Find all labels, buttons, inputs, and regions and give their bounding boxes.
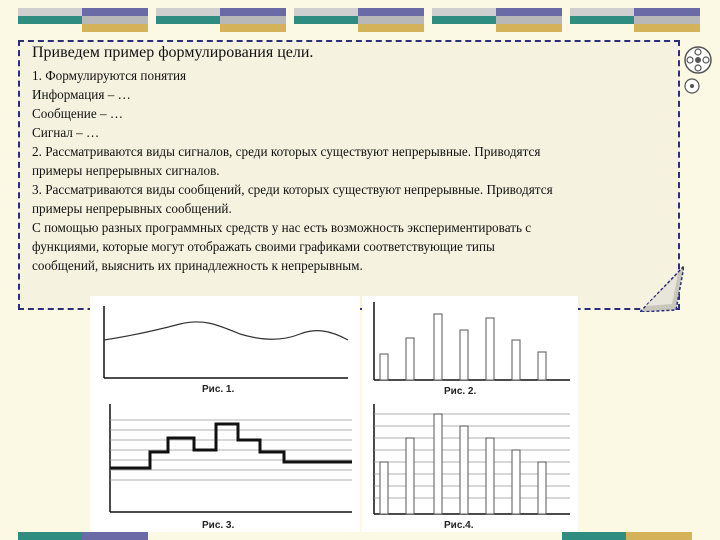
text-line: примеры непрерывных сообщений. [32, 201, 232, 216]
decorative-top-bar [0, 0, 720, 36]
figure-4-caption: Рис.4. [444, 520, 474, 531]
continuous-curve [104, 322, 348, 340]
figure-3-caption: Рис. 3. [202, 520, 235, 531]
decorative-block-4 [432, 8, 562, 32]
figure-4 [362, 400, 578, 532]
film-reel-icon [682, 44, 716, 96]
text-line: сообщений, выяснить их принадлежность к непрерывным. [32, 258, 363, 273]
bar [460, 330, 468, 380]
decorative-block-2 [156, 8, 286, 32]
figure-1 [90, 296, 360, 400]
bar [380, 462, 388, 514]
figure-2 [362, 296, 578, 400]
decorative-bottom-bar [0, 532, 720, 540]
bar [406, 438, 414, 514]
text-line: 1. Формулируются понятия [32, 68, 187, 83]
text-line: С помощью разных программных средств у нас есть возможность экспериментировать с [32, 220, 532, 235]
bar [434, 314, 442, 380]
decorative-block-3 [294, 8, 424, 32]
bar [512, 340, 520, 380]
bar [406, 338, 414, 380]
bar [486, 438, 494, 514]
bar [380, 354, 388, 380]
figure-3 [90, 400, 360, 532]
text-line: Сообщение – … [32, 106, 124, 121]
text-line: Информация – … [32, 87, 131, 102]
text-line: 2. Рассматриваются виды сигналов, среди которых существуют непрерывные. Приводятся [32, 144, 541, 159]
text-line: 3. Рассматриваются виды сообщений, среди которых существуют непрерывные. Приводятся [32, 182, 553, 197]
text-line: примеры непрерывных сигналов. [32, 163, 220, 178]
figure-2-caption: Рис. 2. [444, 386, 477, 397]
bar [538, 462, 546, 514]
decorative-block-1 [18, 8, 148, 32]
text-line: Сигнал – … [32, 125, 100, 140]
text-line: функциями, которые могут отображать своими графиками соответствующие типы [32, 239, 495, 254]
figure-1-caption: Рис. 1. [202, 384, 235, 395]
bar [538, 352, 546, 380]
grid-lines [110, 420, 352, 480]
decorative-block-5 [570, 8, 700, 32]
bar [512, 450, 520, 514]
bar [434, 414, 442, 514]
slide-title: Приведем пример формулирования цели. [32, 44, 314, 61]
step-signal [110, 424, 352, 468]
slide-text [32, 42, 672, 275]
bar [460, 426, 468, 514]
bar [486, 318, 494, 380]
